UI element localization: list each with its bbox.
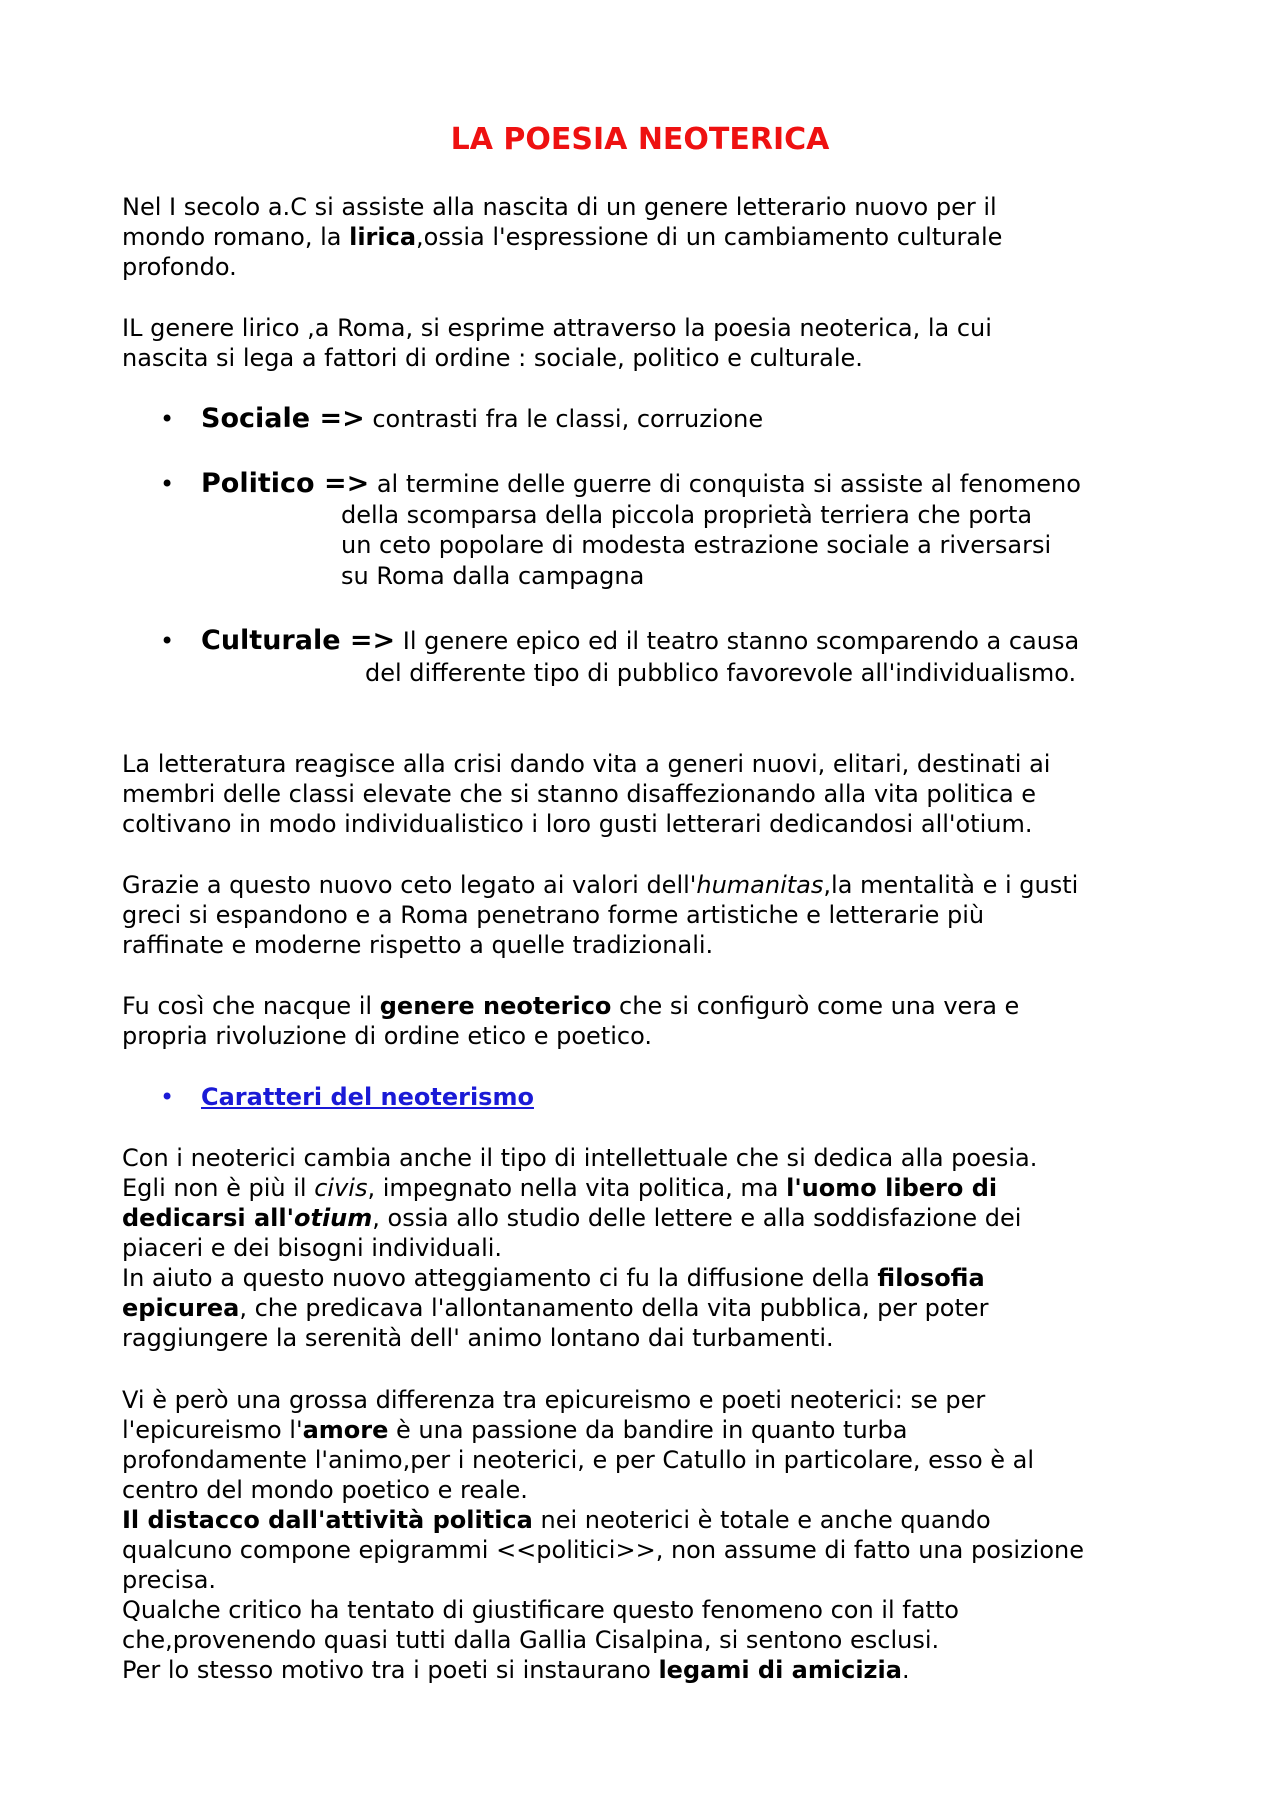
text-line: epicurea, che predicava l'allontanamento della vita pubblica, per poter (122, 1294, 989, 1322)
bullet-continuation: un ceto popolare di modesta estrazione sociale a riversarsi (341, 531, 1052, 559)
bullet-key: Sociale => (201, 403, 365, 434)
text-line: centro del mondo poetico e reale. (122, 1476, 528, 1504)
text-line: Grazie a questo nuovo ceto legato ai valori dell'humanitas,la mentalità e i gusti (122, 871, 1079, 899)
paragraph-humanitas (122, 870, 1182, 960)
bold-italic-term: otium (293, 1204, 373, 1232)
text-line: greci si espandono e a Roma penetrano forme artistiche e letterarie più (122, 901, 985, 929)
text-line: propria rivoluzione di ordine etico e poetico. (122, 1022, 652, 1050)
bullet-culturale: Culturale => Il genere epico ed il teatro stanno scomparendo a causa (201, 625, 1080, 656)
text-line: precisa. (122, 1566, 217, 1594)
bold-term: amore (302, 1416, 389, 1444)
bold-term: l'uomo libero di (786, 1174, 998, 1202)
text-line: Il distacco dall'attività politica nei neoterici è totale e anche quando (122, 1506, 991, 1534)
text-line: Con i neoterici cambia anche il tipo di intellettuale che si dedica alla poesia. (122, 1144, 1038, 1172)
paragraph-epicureanism (122, 1385, 1182, 1685)
text-line: coltivano in modo individualistico i loro gusti letterari dedicandosi all'otium. (122, 810, 1033, 838)
bullet-marker: • (160, 1083, 175, 1111)
paragraph-literature-crisis (122, 749, 1182, 839)
text-line: profondo. (122, 253, 237, 281)
bold-term: legami di amicizia (658, 1656, 902, 1684)
text-line: mondo romano, la lirica,ossia l'espressione di un cambiamento culturale (122, 223, 1003, 251)
bold-term: lirica (349, 223, 417, 251)
text-line: raggiungere la serenità dell' animo lontano dai turbamenti. (122, 1324, 834, 1352)
paragraph-lyric-genre (122, 313, 1182, 373)
page-title: LA POESIA NEOTERICA (450, 122, 830, 157)
bold-term: epicurea (122, 1294, 240, 1322)
text-line: nascita si lega a fattori di ordine : sociale, politico e culturale. (122, 344, 863, 372)
text-line: qualcuno compone epigrammi <<politici>>, non assume di fatto una posizione (122, 1536, 1084, 1564)
text-line: Nel I secolo a.C si assiste alla nascita di un genere letterario nuovo per il (122, 193, 997, 221)
bullet-continuation: del differente tipo di pubblico favorevole all'individualismo. (365, 659, 1077, 687)
bullet-marker: • (160, 470, 175, 498)
caratteri-neoterismo-link[interactable]: Caratteri del neoterismo (201, 1083, 534, 1111)
text-line: dedicarsi all'otium, ossia allo studio delle lettere e alla soddisfazione dei (122, 1204, 1022, 1232)
bullet-continuation: della scomparsa della piccola proprietà terriera che porta (341, 501, 1033, 529)
bold-term: genere neoterico (379, 992, 612, 1020)
text-line: profondamente l'animo,per i neoterici, e per Catullo in particolare, esso è al (122, 1446, 1035, 1474)
paragraph-intro (122, 192, 1182, 282)
text-line: Qualche critico ha tentato di giustificare questo fenomeno con il fatto (122, 1596, 959, 1624)
paragraph-neoteric-genre (122, 991, 1182, 1051)
bullet-sociale: Sociale => contrasti fra le classi, corruzione (201, 403, 764, 434)
bullet-marker: • (160, 627, 175, 655)
bold-term: dedicarsi all' (122, 1204, 294, 1232)
text-line: IL genere lirico ,a Roma, si esprime attraverso la poesia neoterica, la cui (122, 314, 992, 342)
link-item (201, 1082, 534, 1112)
paragraph-intellectual (122, 1143, 1182, 1353)
bullet-continuation: su Roma dalla campagna (341, 562, 645, 590)
bullet-key: Politico => (201, 468, 370, 499)
text-line: l'epicureismo l'amore è una passione da bandire in quanto turba (122, 1416, 908, 1444)
text-line: Vi è però una grossa differenza tra epicureismo e poeti neoterici: se per (122, 1386, 986, 1414)
italic-term: civis (314, 1174, 368, 1202)
text-line: Egli non è più il civis, impegnato nella vita politica, ma l'uomo libero di (122, 1174, 998, 1202)
bullet-politico: Politico => al termine delle guerre di conquista si assiste al fenomeno (201, 468, 1081, 499)
text-line: Fu così che nacque il genere neoterico che si configurò come una vera e (122, 992, 1020, 1020)
text-line: membri delle classi elevate che si stanno disaffezionando alla vita politica e (122, 780, 1037, 808)
text-line: piaceri e dei bisogni individuali. (122, 1234, 503, 1262)
bullet-key: Culturale => (201, 625, 396, 656)
bold-term: Il distacco dall'attività politica (122, 1506, 533, 1534)
bold-term: filosofia (877, 1264, 985, 1292)
text-line: che,provenendo quasi tutti dalla Gallia Cisalpina, si sentono esclusi. (122, 1626, 940, 1654)
text-line: In aiuto a questo nuovo atteggiamento ci fu la diffusione della filosofia (122, 1264, 985, 1292)
text-line: La letteratura reagisce alla crisi dando vita a generi nuovi, elitari, destinati ai (122, 750, 1051, 778)
italic-term: humanitas (696, 871, 824, 899)
bullet-marker: • (160, 405, 175, 433)
text-line: raffinate e moderne rispetto a quelle tradizionali. (122, 931, 714, 959)
text-line: Per lo stesso motivo tra i poeti si instaurano legami di amicizia. (122, 1656, 910, 1684)
